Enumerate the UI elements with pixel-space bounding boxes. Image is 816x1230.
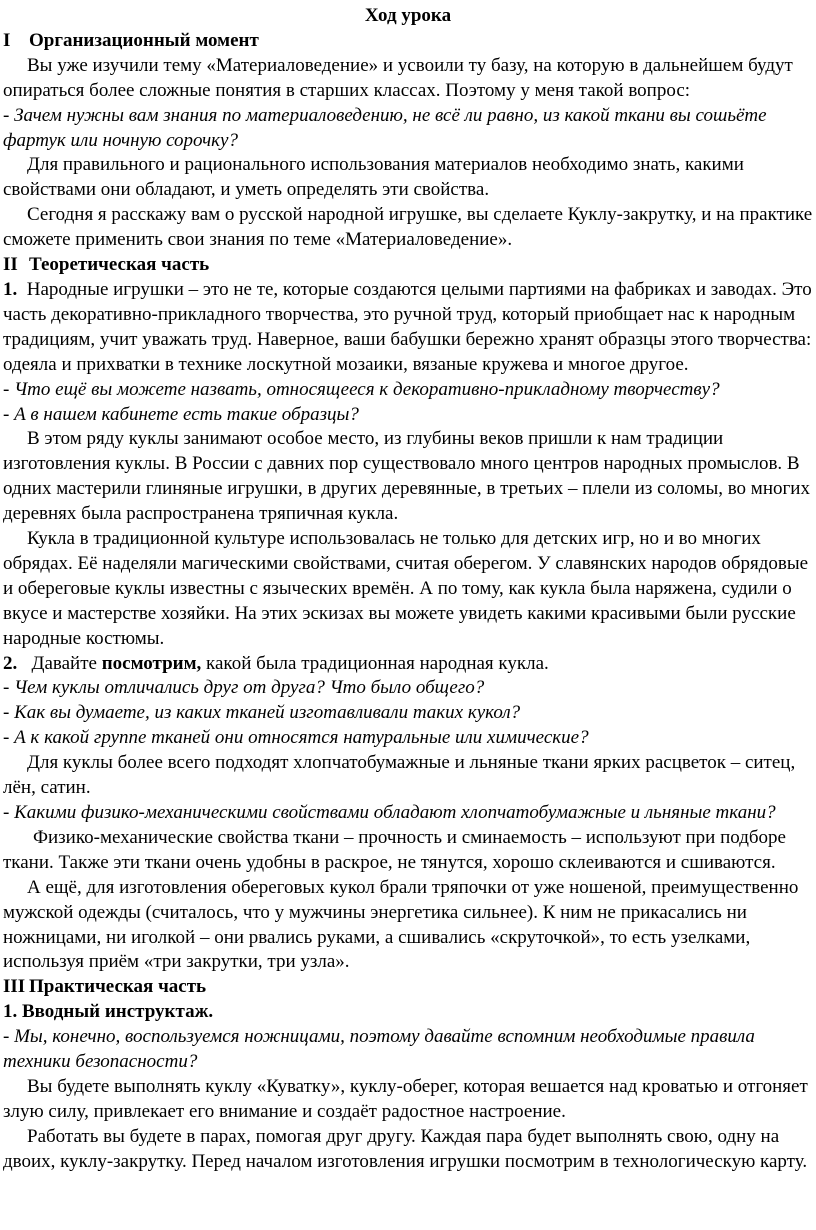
item-text: Народные игрушки – это не те, которые создаются целыми партиями на фабриках и заводах. Это часть декоративно-прикладного творчества, это ручной труд, который приобщает нас к народным традициям, учит уважать труд. Наверное, ваши бабушки бережно хранят образцы этого творчества: одеяла и прихватки в технике лоскутной мозаики, вязаные кружева и многое другое. <box>3 278 812 375</box>
paragraph: А ещё, для изготовления обереговых кукол брали тряпочки от уже ношеной, преимущественно мужской одежды (считалось, что у мужчины энергетика сильнее). К ним не прикасались ни ножницами, ни иголкой – они рвались руками, а сшивались «скруточкой», то есть узелками, используя приём «три закрутки, три узла». <box>3 876 799 973</box>
section-number: I <box>3 29 11 51</box>
question-text: Мы, конечно, воспользуемся ножницами, поэтому давайте вспомним необходимые правила техники безопасности? <box>3 1026 755 1073</box>
question-text: А к какой группе тканей они относятся натуральные или химические? <box>14 727 589 749</box>
paragraph: Для куклы более всего подходят хлопчатобумажные и льняные ткани ярких расцветок – ситец, лён, сатин. <box>3 752 796 799</box>
question-text: А в нашем кабинете есть такие образцы? <box>14 403 359 425</box>
question-text: Зачем нужны вам знания по материаловедению, не всё ли равно, из какой ткани вы сошьёте фартук или ночную сорочку? <box>3 104 767 151</box>
page-title: Ход урока <box>364 5 452 26</box>
question-text: Чем куклы отличались друг от друга? Что было общего? <box>14 677 485 699</box>
item-number: 2. <box>3 652 18 674</box>
subheading: 1. Вводный инструктаж. <box>3 1001 214 1023</box>
paragraph: Вы будете выполнять куклу «Куватку», куклу-оберег, которая вешается над кроватью и отгоняет злую силу, привлекает его внимание и создаёт радостное настроение. <box>3 1075 808 1122</box>
question: - Чем куклы отличались друг от друга? Что было общего? <box>3 677 485 699</box>
question: - Что ещё вы можете назвать, относящееся к декоративно-прикладному творчеству? <box>3 378 720 400</box>
question-text: Как вы думаете, из каких тканей изготавливали таких кукол? <box>14 702 521 724</box>
section-title: Теоретическая часть <box>29 254 210 276</box>
question: - Зачем нужны вам знания по материаловедению, не всё ли равно, из какой ткани вы сошьёте фартук или ночную сорочку? <box>3 104 767 151</box>
paragraph: Работать вы будете в парах, помогая друг другу. Каждая пара будет выполнять свою, одну на двоих, куклу-закрутку. Перед началом изготовления игрушки посмотрим в технологическую карту. <box>3 1125 808 1172</box>
section-number: III <box>3 976 26 998</box>
paragraph: В этом ряду куклы занимают особое место, из глубины веков пришли к нам традиции изготовления куклы. В России с давних пор существовало много центров народных промыслов. В одних мастерили глиняные игрушки, в других деревянные, в третьих – плели из соломы, во многих деревнях была распространена тряпичная кукла. <box>3 428 810 525</box>
paragraph: Сегодня я расскажу вам о русской народной игрушке, вы сделаете Куклу-закрутку, и на практике сможете применить свои знания по теме «Материаловедение». <box>3 204 813 251</box>
section-heading-3 <box>3 975 813 1000</box>
item-text: какой была традиционная народная кукла. <box>206 652 549 674</box>
question-text: Что ещё вы можете назвать, относящееся к декоративно-прикладному творчеству? <box>14 378 720 400</box>
question: - А в нашем кабинете есть такие образцы? <box>3 403 359 425</box>
paragraph: Кукла в традиционной культуре использовалась не только для детских игр, но и во многих обрядах. Её наделяли магическими свойствами, считая оберегом. У славянских народов обрядовые и обереговые куклы известны с языческих времён. А по тому, как кукла была наряжена, судили о вкусе и мастерстве хозяйки. На этих эскизах вы можете увидеть какими красивыми были русские народные костюмы. <box>3 528 809 649</box>
item-text: Давайте <box>31 652 97 674</box>
item-number: 1. <box>3 278 18 300</box>
question-text: Какими физико-механическими свойствами обладают хлопчатобумажные и льняные ткани? <box>14 802 776 823</box>
question: - Какими физико-механическими свойствами обладают хлопчатобумажные и льняные ткани? <box>3 802 776 823</box>
section-title: Практическая часть <box>29 976 207 998</box>
numbered-item-2 <box>3 652 813 677</box>
section-heading-2 <box>3 253 813 278</box>
section-number: II <box>3 254 18 276</box>
section-title: Организационный момент <box>29 29 259 51</box>
question: - А к какой группе тканей они относятся натуральные или химические? <box>3 727 589 749</box>
paragraph: Для правильного и рационального использования материалов необходимо знать, какими свойствами они обладают, и уметь определять эти свойства. <box>3 154 744 201</box>
paragraph: Вы уже изучили тему «Материаловедение» и усвоили ту базу, на которую в дальнейшем будут опираться более сложные понятия в старших классах. Поэтому у меня такой вопрос: <box>3 54 793 101</box>
item-emphasis: посмотрим, <box>101 652 202 674</box>
question: - Мы, конечно, воспользуемся ножницами, поэтому давайте вспомним необходимые правила техники безопасности? <box>3 1026 755 1073</box>
section-heading-1 <box>3 29 813 54</box>
question: - Как вы думаете, из каких тканей изготавливали таких кукол? <box>3 702 521 724</box>
numbered-item-1 <box>3 278 813 378</box>
paragraph: Физико-механические свойства ткани – прочность и сминаемость – используют при подборе ткани. Также эти ткани очень удобны в раскрое, не тянутся, хорошо склеиваются и сшиваются. <box>3 826 786 873</box>
